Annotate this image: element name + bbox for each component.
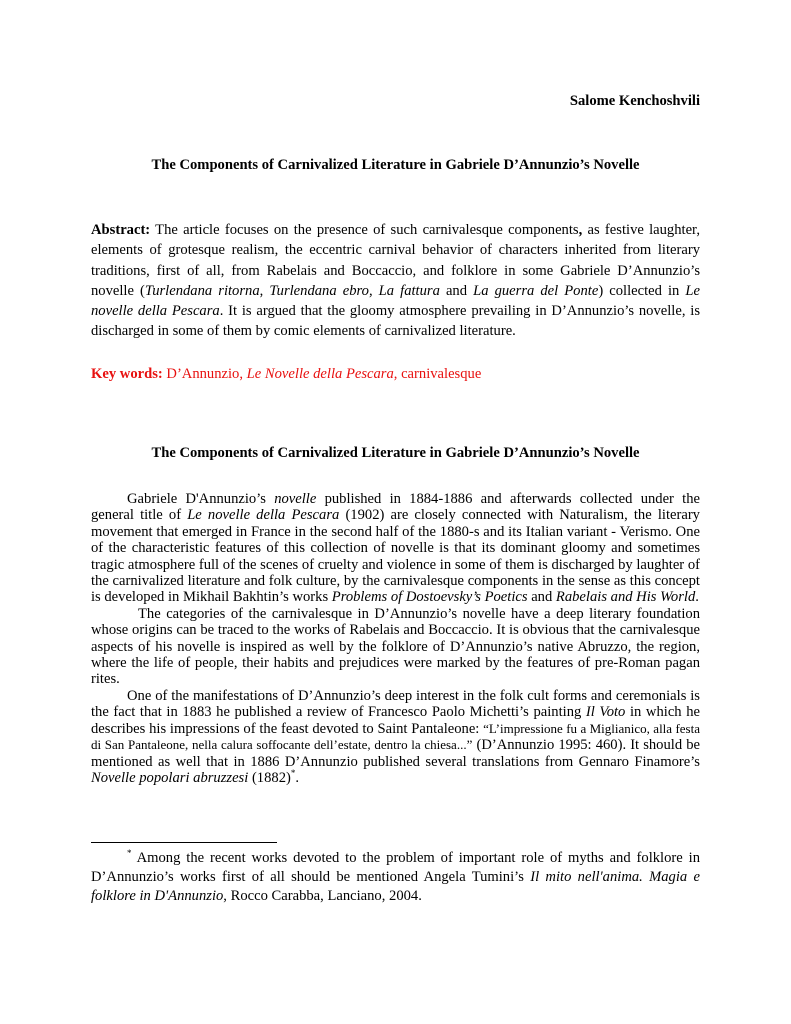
section-title: The Components of Carnivalized Literature in Gabriele D’Annunzio’s Novelle — [151, 445, 640, 461]
work-title: Le novelle della Pescara — [91, 282, 700, 320]
text: published in 1884-1886 and afterwards collected under the general title of — [91, 491, 700, 524]
text: (1882) — [248, 769, 291, 786]
abstract-text: as festive laughter, elements of grotesque realism, the eccentric carnival behavior of characters inherited from literary traditions, first of all, from Rabelais and Boccaccio, and folklore in some Gabriele D’Annunzio’s novelle ( — [91, 222, 700, 299]
keyword: Le Novelle della Pescara — [246, 366, 394, 382]
text: Gabriele D'Annunzio’s — [127, 491, 275, 507]
text: (D’Annunzio 1995: 460). It should be mentioned as well that in 1886 D’Annunzio published several translations from Gennaro Finamore’s — [91, 737, 700, 770]
text: One of the manifestations of D’Annunzio’s deep interest in the folk cult forms and ceremonials is the fact that in 1883 he published a review of Francesco Paolo Michetti’s painting — [91, 687, 700, 721]
text: (1902) are closely connected with Naturalism, the literary movement that emerged in France in the second half of the 1880-s and its Italian variant - Verismo. One of the characteristic features of this collection of novelle is that its dominant gloomy and sometimes tragic atmosphere full of the scenes of cruelty and violence in some of them is discharged by laughter of the carnivalized literature and folk culture, by the carnivalesque components in the sense as this concept is developed in Mikhail Bakhtin’s works — [91, 507, 700, 606]
text: in which he describes his impressions of the feast devoted to Saint Pantaleone: — [91, 704, 700, 737]
text: . — [295, 769, 300, 786]
footnote — [91, 849, 700, 906]
footnote-divider — [91, 842, 277, 843]
keywords — [91, 366, 481, 383]
keyword: , carnivalesque — [393, 366, 482, 382]
text: , Rocco Carabba, Lanciano, 2004. — [223, 888, 422, 904]
abstract-text: , — [368, 282, 379, 299]
italic-text: novelle — [274, 491, 317, 507]
keywords-label: Key words: — [91, 366, 163, 382]
work-title: La fattura — [378, 282, 440, 299]
work-title: Problems of Dostoevsky’s Poetics — [331, 589, 528, 606]
abstract — [91, 220, 700, 342]
abstract-text: . It is argued that the gloomy atmosphere prevailing in D’Annunzio’s novelle, is discharged in some of them by comic elements of carnivalized literature. — [91, 303, 701, 340]
abstract-text: and — [439, 282, 474, 299]
paragraph-1 — [91, 491, 700, 606]
work-title: Turlendana ebro — [269, 282, 369, 299]
keyword: D’Annunzio, — [162, 366, 247, 382]
paper-title: The Components of Carnivalized Literature in Gabriele D’Annunzio’s Novelle — [151, 157, 640, 173]
work-title: Novelle popolari abruzzesi — [91, 769, 249, 786]
work-title: La guerra del Ponte — [473, 282, 599, 299]
text: and — [527, 589, 556, 606]
paragraph-3 — [91, 688, 700, 786]
quotation: “L’impressione fu a Miglianico, alla festa di San Pantaleone, nella calura soffocante dell’estate, dentro la chiesa...” — [91, 720, 700, 753]
work-title: Le novelle della Pescara — [187, 507, 340, 524]
abstract-text: ) collected in — [598, 282, 686, 299]
abstract-label: Abstract: — [91, 222, 151, 238]
work-title: Il mito nell'anima. Magia e folklore in D'Annunzio — [91, 869, 700, 904]
abstract-text: The article focuses on the presence of such carnivalesque components — [150, 222, 579, 238]
work-title: Turlendana ritorna — [144, 282, 260, 299]
footnote-marker: * — [127, 848, 132, 859]
abstract-text: , — [578, 222, 583, 238]
body-text — [91, 491, 700, 786]
author-name: Salome Kenchoshvili — [569, 93, 700, 109]
abstract-text: , — [259, 282, 270, 299]
work-title: Rabelais and His World — [555, 589, 696, 606]
footnote-marker[interactable]: * — [290, 768, 296, 779]
text: . — [695, 589, 699, 606]
work-title: Il Voto — [585, 704, 626, 721]
paragraph-2: The categories of the carnivalesque in D’Annunzio’s novelle have a deep literary foundation whose origins can be traced to the works of Rabelais and Boccaccio. It is obvious that the carnivalesque aspects of his novelle is inspired as well by the folklore of D’Annunzio’s native Abruzzo, the region, where the life of people, their habits and prejudices were marked by the features of pre-Roman pagan rites. — [91, 605, 700, 688]
text: Among the recent works devoted to the problem of important role of myths and folklore in D’Annunzio’s works first of all should be mentioned Angela Tumini’s — [91, 850, 700, 885]
